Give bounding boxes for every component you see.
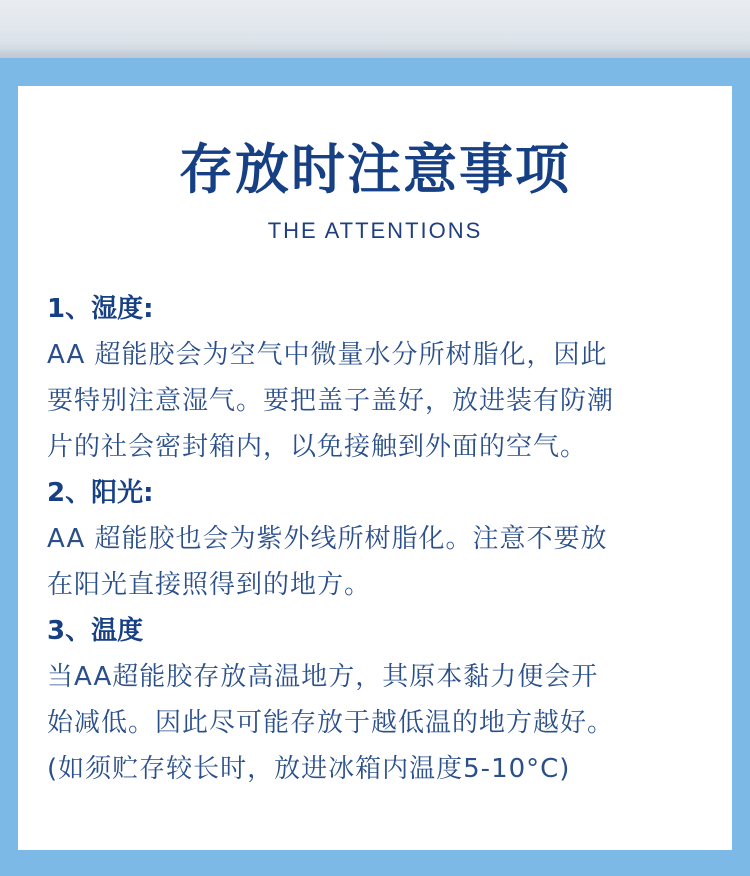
- section-text-line: AA 超能胶也会为紫外线所树脂化。注意不要放: [47, 524, 608, 554]
- section-text-line: 始减低。因此尽可能存放于越低温的地方越好。: [47, 708, 615, 738]
- section-temperature: [47, 608, 707, 792]
- section-text-line: AA 超能胶会为空气中微量水分所树脂化，因此: [47, 340, 608, 370]
- section-text-line: 当AA超能胶存放高温地方，其原本黏力便会开: [47, 662, 599, 692]
- product-edge-shadow: [0, 48, 750, 58]
- top-product-image-strip: [0, 0, 750, 58]
- section-heading: 2、阳光:: [47, 478, 154, 508]
- section-humidity: [47, 286, 707, 470]
- section-text-line: 片的社会密封箱内，以免接触到外面的空气。: [47, 432, 588, 462]
- attentions-card: [18, 86, 732, 850]
- page-subtitle: THE ATTENTIONS: [267, 218, 483, 243]
- section-heading: 1、湿度:: [47, 294, 154, 324]
- section-text-line: 在阳光直接照得到的地方。: [47, 570, 372, 600]
- page-title: 存放时注意事项: [179, 138, 571, 201]
- attentions-content: [47, 286, 707, 792]
- section-text-line: 要特别注意湿气。要把盖子盖好，放进装有防潮: [47, 386, 615, 416]
- section-heading: 3、温度: [47, 616, 144, 646]
- section-text-line: (如须贮存较长时，放进冰箱内温度5-10°C): [47, 754, 571, 784]
- section-sunlight: [47, 470, 707, 608]
